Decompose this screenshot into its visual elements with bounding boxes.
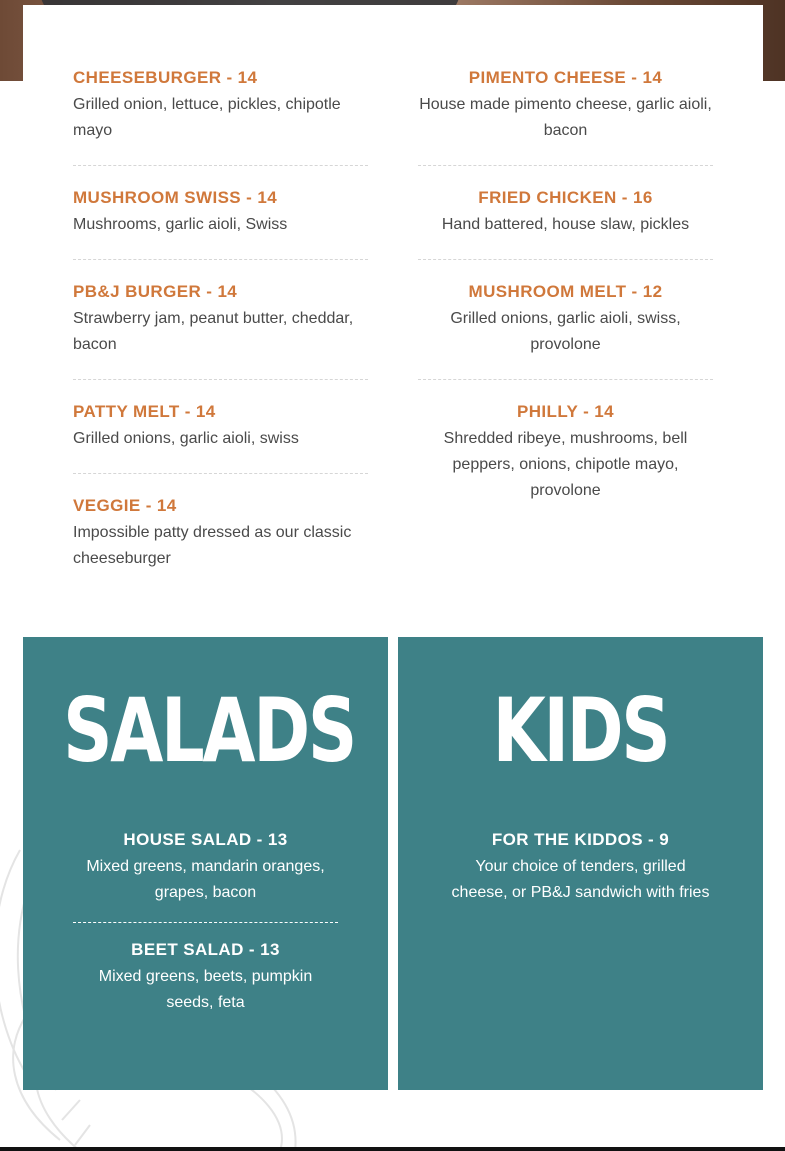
menu-item-title: PHILLY - 14 xyxy=(517,402,614,421)
menu-item xyxy=(73,495,368,593)
menu-item-description: Mushrooms, garlic aioli, Swiss xyxy=(73,216,288,233)
salads-items xyxy=(73,829,338,1048)
menu-item xyxy=(418,187,713,260)
menu-item xyxy=(73,939,338,1032)
menu-item-description: Impossible patty dressed as our classic cheeseburger xyxy=(73,524,352,567)
menu-item xyxy=(73,67,368,166)
menu-item-title: PATTY MELT - 14 xyxy=(73,402,216,421)
menu-item-title: BEET SALAD - 13 xyxy=(131,940,280,959)
menu-item-title: VEGGIE - 14 xyxy=(73,496,177,515)
footer-edge xyxy=(0,1147,785,1151)
menu-column-left xyxy=(73,67,368,614)
menu-item-title: PB&J BURGER - 14 xyxy=(73,282,238,301)
menu-item-description: Strawberry jam, peanut butter, cheddar, bacon xyxy=(73,310,354,353)
menu-item-title: MUSHROOM MELT - 12 xyxy=(468,282,663,301)
salads-heading: SALADS xyxy=(63,679,355,782)
menu-item-title: FRIED CHICKEN - 16 xyxy=(478,188,653,207)
menu-item-description: Hand battered, house slaw, pickles xyxy=(441,216,690,233)
salads-panel xyxy=(23,637,388,1090)
kids-items xyxy=(448,829,713,938)
sandwich-menu-card xyxy=(23,5,763,605)
menu-item-description: Mixed greens, beets, pumpkin seeds, feta xyxy=(98,968,313,1011)
menu-item-description: Shredded ribeye, mushrooms, bell peppers, onions, chipotle mayo, provolone xyxy=(443,430,688,499)
menu-item xyxy=(448,829,713,922)
menu-item-title: MUSHROOM SWISS - 14 xyxy=(73,188,278,207)
menu-item-description: Your choice of tenders, grilled cheese, or PB&J sandwich with fries xyxy=(451,858,710,901)
menu-item xyxy=(73,829,338,923)
menu-item xyxy=(73,281,368,380)
menu-item-description: Grilled onions, garlic aioli, swiss xyxy=(73,430,299,447)
menu-item xyxy=(73,187,368,260)
menu-item xyxy=(73,401,368,474)
menu-item-description: Grilled onions, garlic aioli, swiss, provolone xyxy=(450,310,681,353)
menu-item-description: House made pimento cheese, garlic aioli, bacon xyxy=(419,96,712,139)
menu-item xyxy=(418,281,713,380)
menu-item-title: HOUSE SALAD - 13 xyxy=(123,830,288,849)
kids-heading: KIDS xyxy=(492,679,669,782)
menu-item-title: CHEESEBURGER - 14 xyxy=(73,68,258,87)
menu-item-description: Grilled onion, lettuce, pickles, chipotle mayo xyxy=(73,96,341,139)
kids-panel xyxy=(398,637,763,1090)
menu-item-description: Mixed greens, mandarin oranges, grapes, bacon xyxy=(86,858,325,901)
menu-item-title: FOR THE KIDDOS - 9 xyxy=(491,830,670,849)
menu-column-right xyxy=(418,67,713,546)
menu-item xyxy=(418,67,713,166)
menu-item-title: PIMENTO CHEESE - 14 xyxy=(468,68,663,87)
menu-item xyxy=(418,401,713,525)
